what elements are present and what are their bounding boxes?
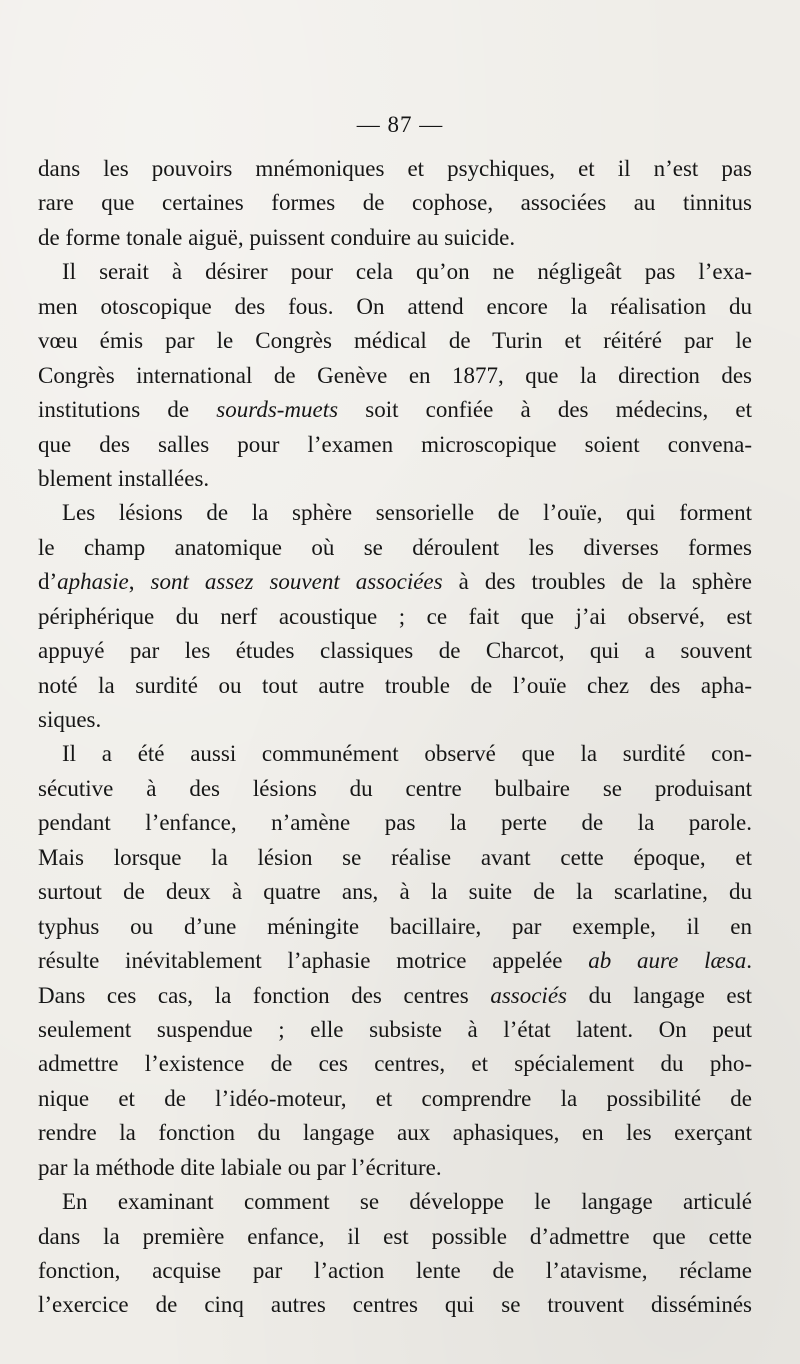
text-line: men otoscopique des fous. On attend encore la réalisation du (38, 293, 752, 319)
text-line: nique et de l’idéo-moteur, et comprendre la possibilité de (38, 1085, 752, 1111)
text-line: pendant l’enfance, n’amène pas la perte de la parole. (38, 810, 752, 836)
text-line: En examinant comment se développe le langage articulé (62, 1189, 752, 1215)
paragraph-1 (38, 152, 752, 255)
text-line: Congrès international de Genève en 1877, que la direction des (38, 362, 752, 388)
text-run: soit confiée à des médecins, et (338, 397, 752, 423)
italic-run: sont assez souvent associées (150, 569, 443, 595)
text-line: par la méthode dite labiale ou par l’écriture. (38, 1154, 442, 1180)
text-run: . (746, 948, 752, 974)
italic-run: aphasie (57, 569, 129, 595)
text-line: Il a été aussi communément observé que la surdité con- (62, 741, 752, 767)
italic-run: ab aure læsa (588, 948, 747, 974)
paragraph-3 (38, 496, 752, 737)
text-line (38, 979, 752, 1013)
text-run: du langage est (566, 982, 752, 1008)
text-run: , (128, 569, 151, 595)
text-line: que des salles pour l’examen microscopique soient convena- (38, 431, 752, 457)
text-line: de forme tonale aiguë, puissent conduire au suicide. (38, 224, 516, 250)
text-line: Mais lorsque la lésion se réalise avant cette époque, et (38, 844, 752, 870)
page-number: — 87 — (356, 112, 444, 137)
text-line: Il serait à désirer pour cela qu’on ne négligeât pas l’exa- (62, 259, 752, 285)
text-line: blement installées. (38, 465, 210, 491)
text-line: siques. (38, 707, 102, 732)
paragraph-4 (38, 737, 752, 1185)
text-line: admettre l’existence de ces centres, et spécialement du pho- (38, 1051, 752, 1077)
paragraph-2 (38, 255, 752, 496)
paragraph-5 (38, 1185, 752, 1323)
text-line: dans les pouvoirs mnémoniques et psychiques, et il n’est pas (38, 156, 752, 181)
text-run: institutions de (38, 397, 217, 423)
text-line: seulement suspendue ; elle subsiste à l’état latent. On peut (38, 1016, 752, 1042)
text-line: le champ anatomique où se déroulent les diverses formes (38, 534, 752, 560)
text-line: fonction, acquise par l’action lente de l’atavisme, réclame (38, 1258, 752, 1283)
text-line: périphérique du nerf acoustique ; ce fait que j’ai observé, est (38, 603, 752, 629)
text-run: Dans ces cas, la fonction des centres (38, 982, 491, 1008)
text-line: appuyé par les études classiques de Charcot, qui a souvent (38, 638, 752, 664)
italic-run: sourds-muets (216, 397, 339, 423)
text-line (38, 565, 752, 599)
text-line: rare que certaines formes de cophose, associées au tinnitus (38, 190, 752, 216)
text-line: noté la surdité ou tout autre trouble de l’ouïe chez des apha- (38, 672, 752, 698)
text-run: à des troubles de la sphère (442, 569, 753, 595)
text-line: sécutive à des lésions du centre bulbaire se produisant (38, 775, 752, 801)
italic-run: associés (490, 982, 567, 1008)
text-line: l’exercice de cinq autres centres qui se trouvent disséminés (38, 1292, 752, 1318)
text-line: Les lésions de la sphère sensorielle de l’ouïe, qui forment (62, 500, 752, 526)
text-line: vœu émis par le Congrès médical de Turin et réitéré par le (38, 328, 752, 354)
text-line (38, 393, 752, 427)
text-line: typhus ou d’une méningite bacillaire, par exemple, il en (38, 913, 752, 939)
text-line: rendre la fonction du langage aux aphasiques, en les exerçant (38, 1120, 752, 1146)
body-text (38, 152, 752, 1323)
text-line: dans la première enfance, il est possible d’admettre que cette (38, 1223, 752, 1249)
text-run: d’ (38, 569, 58, 595)
text-line: surtout de deux à quatre ans, à la suite de la scarlatine, du (38, 879, 752, 905)
text-run: résulte inévitablement l’aphasie motrice appelée (38, 948, 589, 974)
text-line (38, 944, 752, 978)
